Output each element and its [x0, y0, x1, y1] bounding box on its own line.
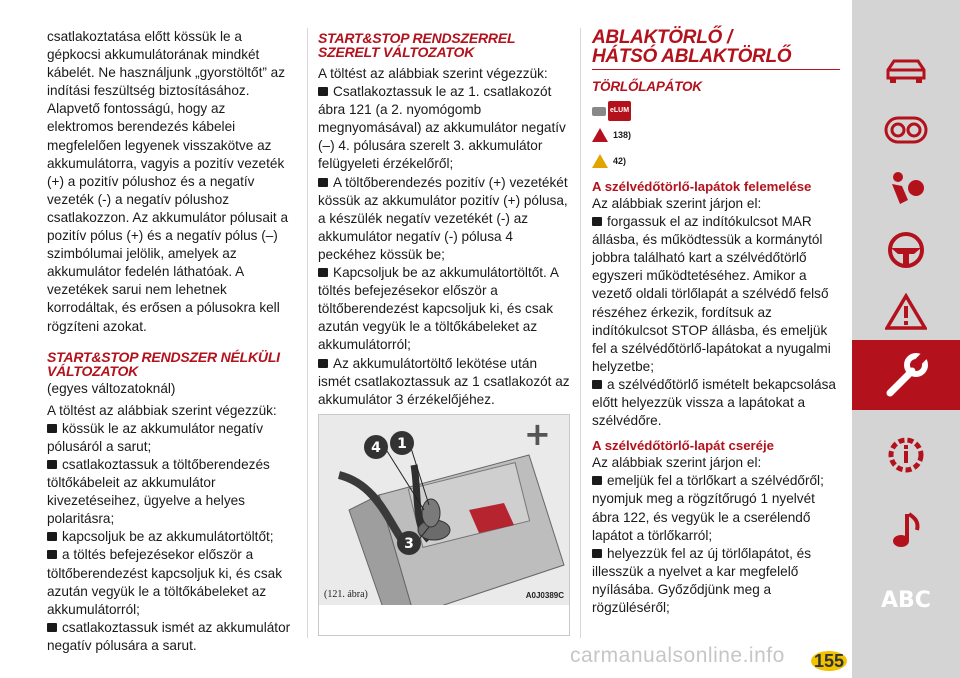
left-column: [47, 28, 295, 655]
sidebar-item-index[interactable]: [852, 570, 960, 630]
section-title-replace: A szélvédőtörlő-lapát cseréje: [592, 438, 775, 454]
abc-icon: ABC: [881, 587, 931, 613]
sidebar-item-dashboard[interactable]: [852, 100, 960, 160]
step-item: kapcsoljuk be az akkumulátortöltőt;: [47, 528, 295, 546]
section-heading-startstop: START&STOP RENDSZERREL SZERELT VÁLTOZATOK: [318, 30, 516, 60]
step-item: helyezzük fel az új törlőlapátot, és illesszük a nyelvet a kar megfelelő nyílásába. Győződjünk meg a rögzüléséről;: [592, 545, 812, 615]
figure-121: [318, 414, 570, 636]
step-bullet-icon: [592, 476, 602, 485]
step-bullet-icon: [47, 532, 57, 541]
step-item: forgassuk el az indítókulcsot MAR állásba, és működtessük a kormánytól jobbra található kart a szélvédőtörlő egyszeri működtetéséhez. Amikor a vezető oldali törlőlapát a szélvédő felső részéhez érkezik, fordítsuk az indítókulcsot STOP állásba, és emeljük fel a szélvédőtörlő-lapátokat a nyugalmi helyzetbe;: [592, 214, 831, 374]
airbag-icon: [886, 170, 926, 210]
plus-sign: +: [524, 415, 551, 453]
intro-paragraph: csatlakoztatása előtt kössük le a gépkocsi akkumulátorának mindkét kábelét. Ne használjunk „gyorstöltőt” az indítási feszültség biztosításához. Alapvető fontosságú, hogy az elektromos berendezés kábelei megfelelően legyenek visszakötve az akkumulátorra, vagyis a pozitív vezeték (+) a pozitív pólushoz és a negatív vezeték (-) a negatív pólushoz csatlakozzon. Az akkumulátor pólusait a pozitív pólus (+) és a negatív pólus (–) szimbólumai jelölik, amelyek az akkumulátor fedelén láthatóak. A vezetékek sarui nem lehetnek korrodáltak, és erősen a pólusokra kell rögzíteni azokat.: [47, 29, 289, 334]
sidebar-item-technical[interactable]: [852, 425, 960, 485]
caution-warning-icon: [592, 154, 608, 168]
step-item: a szélvédőtörlő ismételt bekapcsolása előtt helyezzük vissza a lapátokat a szélvédőre.: [592, 376, 836, 429]
steering-wheel-icon: [886, 230, 926, 270]
sidebar-item-emergency[interactable]: [852, 282, 960, 342]
sidebar-item-car[interactable]: [852, 40, 960, 100]
lead-text: Az alábbiak szerint járjon el:: [592, 196, 762, 211]
car-icon: [884, 56, 928, 84]
danger-warning-icon: [592, 128, 608, 142]
step-item: csatlakoztassuk a töltőberendezés töltőkábeleit az akkumulátor kivezetéseihez, ügyelve a helyes polaritásra;: [47, 456, 270, 527]
sub-heading: TÖRLŐLAPÁTOK: [592, 79, 702, 94]
step-bullet-icon: [47, 460, 57, 469]
figure-code: A0J0389C: [525, 591, 564, 600]
section-heading-no-startstop: START&STOP RENDSZER NÉLKÜLI VÁLTOZATOK: [47, 348, 280, 379]
middle-column: [318, 28, 570, 409]
figure-caption: (121. ábra): [324, 589, 368, 600]
step-bullet-icon: [318, 178, 328, 187]
step-bullet-icon: [318, 268, 328, 277]
lead-text: A töltést az alábbiak szerint végezzük:: [318, 66, 548, 81]
step-item: kössük le az akkumulátor negatív pólusáról a sarut;: [47, 420, 263, 454]
step-bullet-icon: [592, 380, 602, 389]
step-bullet-icon: [318, 87, 328, 96]
step-item: a töltés befejezésekor először a töltőberendezést kapcsoljuk ki, és csak azután vegyük le a töltőkábeleket az akkumulátorról;: [47, 547, 282, 617]
step-item: Csatlakoztassuk le az 1. csatlakozót ábra 121 (a 2. nyomógomb megnyomásával) az akkumulátor negatív (–) 4. pólusára szerelt 3. akkumulátor felügyeleti érzékelőről;: [318, 84, 566, 172]
warning-note: [592, 126, 840, 144]
step-item: A töltőberendezés pozitív (+) vezetékét kössük az akkumulátor pozitív (+) pólusa, a készülék negatív vezetékét (-) az akkumulátor negatív (-) pólusa 4 peckéhez kössük be;: [318, 174, 568, 262]
wrench-icon: [882, 351, 930, 399]
step-item: Az akkumulátortöltő lekötése után ismét csatlakoztassuk az 1 csatlakozót az akkumulátor 3 érzékelőjéhez.: [318, 355, 570, 407]
sidebar-item-safety[interactable]: [852, 160, 960, 220]
right-column: [592, 28, 840, 617]
dashboard-icon: [884, 115, 928, 145]
caution-note: [592, 152, 840, 170]
sidebar-item-driving[interactable]: [852, 220, 960, 280]
caution-note-ref: 42): [613, 155, 627, 166]
step-item: emeljük fel a törlőkart a szélvédőről; nyomjuk meg a rögzítőrugó 1 nyelvét ábra 122, és vegyük le a cserélendő lapátot a törlőkarról;: [592, 473, 824, 543]
warning-icon: [885, 293, 927, 331]
elum-badge-row: [592, 102, 840, 120]
chapter-heading: ABLAKTÖRLŐ / HÁTSÓ ABLAKTÖRLŐ: [592, 27, 792, 67]
warning-note-ref: 138): [613, 129, 632, 140]
step-item: Kapcsoljuk be az akkumulátortöltőt. A töltés befejezésekor először a töltőberendezést kapcsoljuk ki, és csak azután vegyük le a töltőkábeleket az akkumulátorról;: [318, 265, 559, 353]
step-bullet-icon: [592, 549, 602, 558]
callout-label-3: 3: [404, 536, 414, 552]
music-icon: [889, 510, 923, 550]
column-divider: [580, 28, 581, 638]
step-bullet-icon: [47, 623, 57, 632]
section-title-lift: A szélvédőtörlő-lapátok felemelése: [592, 179, 812, 194]
section-subtitle: (egyes változatoknál): [47, 380, 176, 396]
sidebar-item-maintenance[interactable]: [852, 340, 960, 410]
battery-sensor-illustration: [319, 415, 569, 635]
step-bullet-icon: [47, 424, 57, 433]
watermark: carmanualsonline.info: [570, 644, 785, 667]
heading-rule: [592, 69, 840, 70]
battery-icon: [592, 107, 606, 116]
step-bullet-icon: [318, 359, 328, 368]
sidebar-item-multimedia[interactable]: [852, 500, 960, 560]
step-bullet-icon: [47, 550, 57, 559]
elum-badge: eLUM: [608, 101, 631, 121]
step-bullet-icon: [592, 217, 602, 226]
callout-label-4: 4: [371, 440, 381, 456]
lead-text: A töltést az alábbiak szerint végezzük:: [47, 402, 277, 418]
callout-label-1: 1: [397, 436, 407, 452]
column-divider: [307, 28, 308, 638]
lead-text: Az alábbiak szerint járjon el:: [592, 455, 762, 471]
info-icon: [886, 435, 926, 475]
step-item: csatlakoztassuk ismét az akkumulátor negatív pólusára a sarut.: [47, 619, 291, 653]
page-number: 155: [811, 651, 847, 671]
chapter-sidebar: [852, 0, 960, 678]
